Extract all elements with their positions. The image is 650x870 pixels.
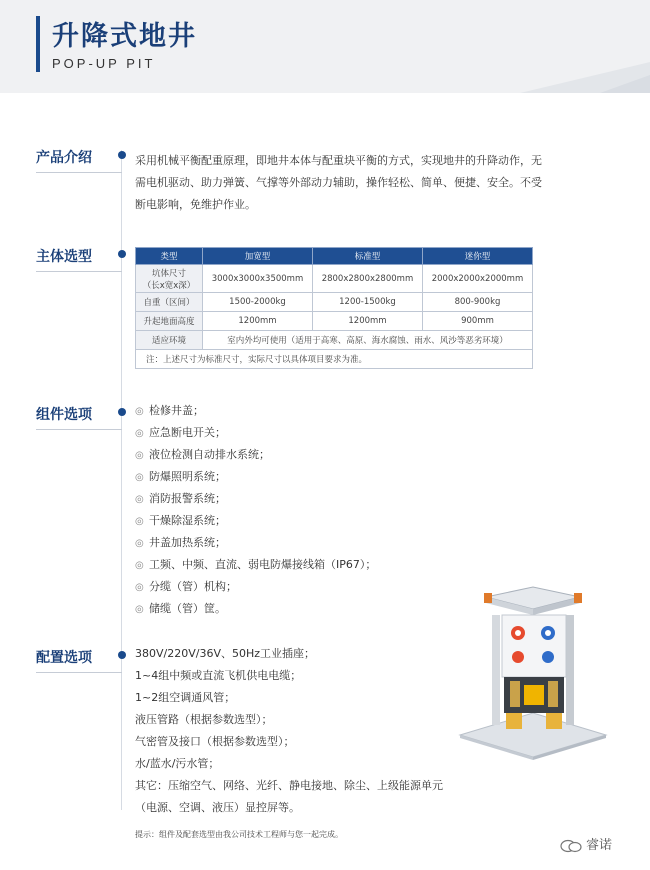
row-label-line: 坑体尺寸	[151, 268, 186, 279]
section-title-models: 主体选型	[36, 249, 92, 265]
list-item	[135, 422, 376, 444]
section-title-intro: 产品介绍	[36, 150, 92, 166]
section-guide-line	[121, 150, 122, 810]
list-item-text: 防爆照明系统；	[149, 470, 226, 483]
section-underline	[36, 271, 122, 272]
bullet-icon: ◎	[135, 406, 144, 417]
table-cell-merged: 室内外均可使用（适用于高寒、高原、海水腐蚀、雨水、风沙等恶劣环境）	[203, 331, 533, 350]
table-note-row	[136, 350, 533, 369]
section-title-components: 组件选项	[36, 407, 92, 423]
bullet-icon: ◎	[135, 538, 144, 549]
row-label: 适应环境	[136, 331, 203, 350]
list-item: 气密管及接口（根据参数选型）；	[135, 735, 295, 748]
table-cell: 800-900kg	[422, 293, 532, 312]
list-item: 1~4组中频或直流飞机供电电缆；	[135, 669, 302, 682]
section-dot	[118, 151, 126, 159]
intro-text: 采用机械平衡配重原理，即地井本体与配重块平衡的方式，实现地井的升降动作，无需电机驱动、助力弹簧、气撑等外部动力辅助，操作轻松、简单、便捷、安全。不受断电影响，免维护作业。	[135, 154, 542, 211]
table-header-cell: 迷你型	[422, 248, 532, 265]
footnote: 提示：组件及配套选型由我公司技术工程师与您一起完成。	[135, 830, 343, 839]
table-header-cell: 加宽型	[203, 248, 313, 265]
list-item: 380V/220V/36V、50Hz工业插座；	[135, 647, 316, 660]
list-item-text: 液位检测自动排水系统；	[149, 448, 270, 461]
list-item	[135, 598, 376, 620]
page-title: 升降式地井	[52, 21, 197, 52]
table-cell: 900mm	[422, 312, 532, 331]
table-header-row	[136, 248, 533, 265]
list-item	[135, 488, 376, 510]
table-note: 注：上述尺寸为标准尺寸，实际尺寸以具体项目要求为准。	[136, 350, 533, 369]
list-item: 液压管路（根据参数选型）；	[135, 713, 273, 726]
component-list	[135, 400, 376, 620]
table-cell: 1500-2000kg	[203, 293, 313, 312]
list-item	[135, 400, 376, 422]
table-cell: 2000x2000x2000mm	[422, 265, 532, 293]
section-title-config: 配置选项	[36, 650, 92, 666]
config-list	[135, 643, 443, 819]
watermark-text: 睿诺	[586, 838, 613, 853]
section-dot	[118, 651, 126, 659]
table-cell: 1200mm	[203, 312, 313, 331]
table-cell: 3000x3000x3500mm	[203, 265, 313, 293]
section-underline	[36, 429, 122, 430]
model-spec-table	[135, 247, 533, 369]
page-subtitle: POP-UP PIT	[52, 56, 156, 71]
row-label	[136, 265, 203, 293]
section-dot	[118, 408, 126, 416]
pop-up-pit-illustration	[458, 585, 608, 760]
chat-bubble-icon	[560, 839, 582, 853]
list-item	[135, 532, 376, 554]
bullet-icon: ◎	[135, 472, 144, 483]
list-item-text: 消防报警系统；	[149, 492, 226, 505]
row-label-line: （长x宽x深）	[142, 280, 196, 291]
list-item-text: 检修井盖；	[149, 404, 204, 417]
list-item	[135, 554, 376, 576]
list-item: 水/蓝水/污水管；	[135, 757, 220, 770]
table-cell: 1200mm	[312, 312, 422, 331]
row-label: 升起地面高度	[136, 312, 203, 331]
bullet-icon: ◎	[135, 428, 144, 439]
table-cell: 2800x2800x2800mm	[312, 265, 422, 293]
list-item: （电源、空调、液压）显控屏等。	[135, 801, 300, 814]
row-label: 自重（区间）	[136, 293, 203, 312]
table-row	[136, 293, 533, 312]
table-row	[136, 312, 533, 331]
list-item-text: 干燥除湿系统；	[149, 514, 226, 527]
bullet-icon: ◎	[135, 560, 144, 571]
table-row	[136, 331, 533, 350]
table-row	[136, 265, 533, 293]
watermark	[560, 834, 612, 853]
list-item-text: 井盖加热系统；	[149, 536, 226, 549]
table-cell: 1200-1500kg	[312, 293, 422, 312]
list-item-text: 储缆（管）筐。	[149, 602, 226, 615]
list-item	[135, 510, 376, 532]
bullet-icon: ◎	[135, 604, 144, 615]
list-item	[135, 444, 376, 466]
list-item	[135, 466, 376, 488]
section-underline	[36, 172, 122, 173]
section-dot	[118, 250, 126, 258]
list-item-text: 工频、中频、直流、弱电防爆接线箱（IP67）；	[149, 558, 377, 571]
table-header-cell: 标准型	[312, 248, 422, 265]
list-item	[135, 576, 376, 598]
bullet-icon: ◎	[135, 450, 144, 461]
section-underline	[36, 672, 122, 673]
list-item-text: 分缆（管）机构；	[149, 580, 237, 593]
list-item-text: 应急断电开关；	[149, 426, 226, 439]
bullet-icon: ◎	[135, 516, 144, 527]
page-header	[0, 0, 650, 93]
header-decoration-icon	[0, 0, 650, 93]
bullet-icon: ◎	[135, 582, 144, 593]
list-item: 其它：压缩空气、网络、光纤、静电接地、除尘、上级能源单元	[135, 779, 443, 792]
table-header-cell: 类型	[136, 248, 203, 265]
bullet-icon: ◎	[135, 494, 144, 505]
list-item: 1~2组空调通风管；	[135, 691, 236, 704]
